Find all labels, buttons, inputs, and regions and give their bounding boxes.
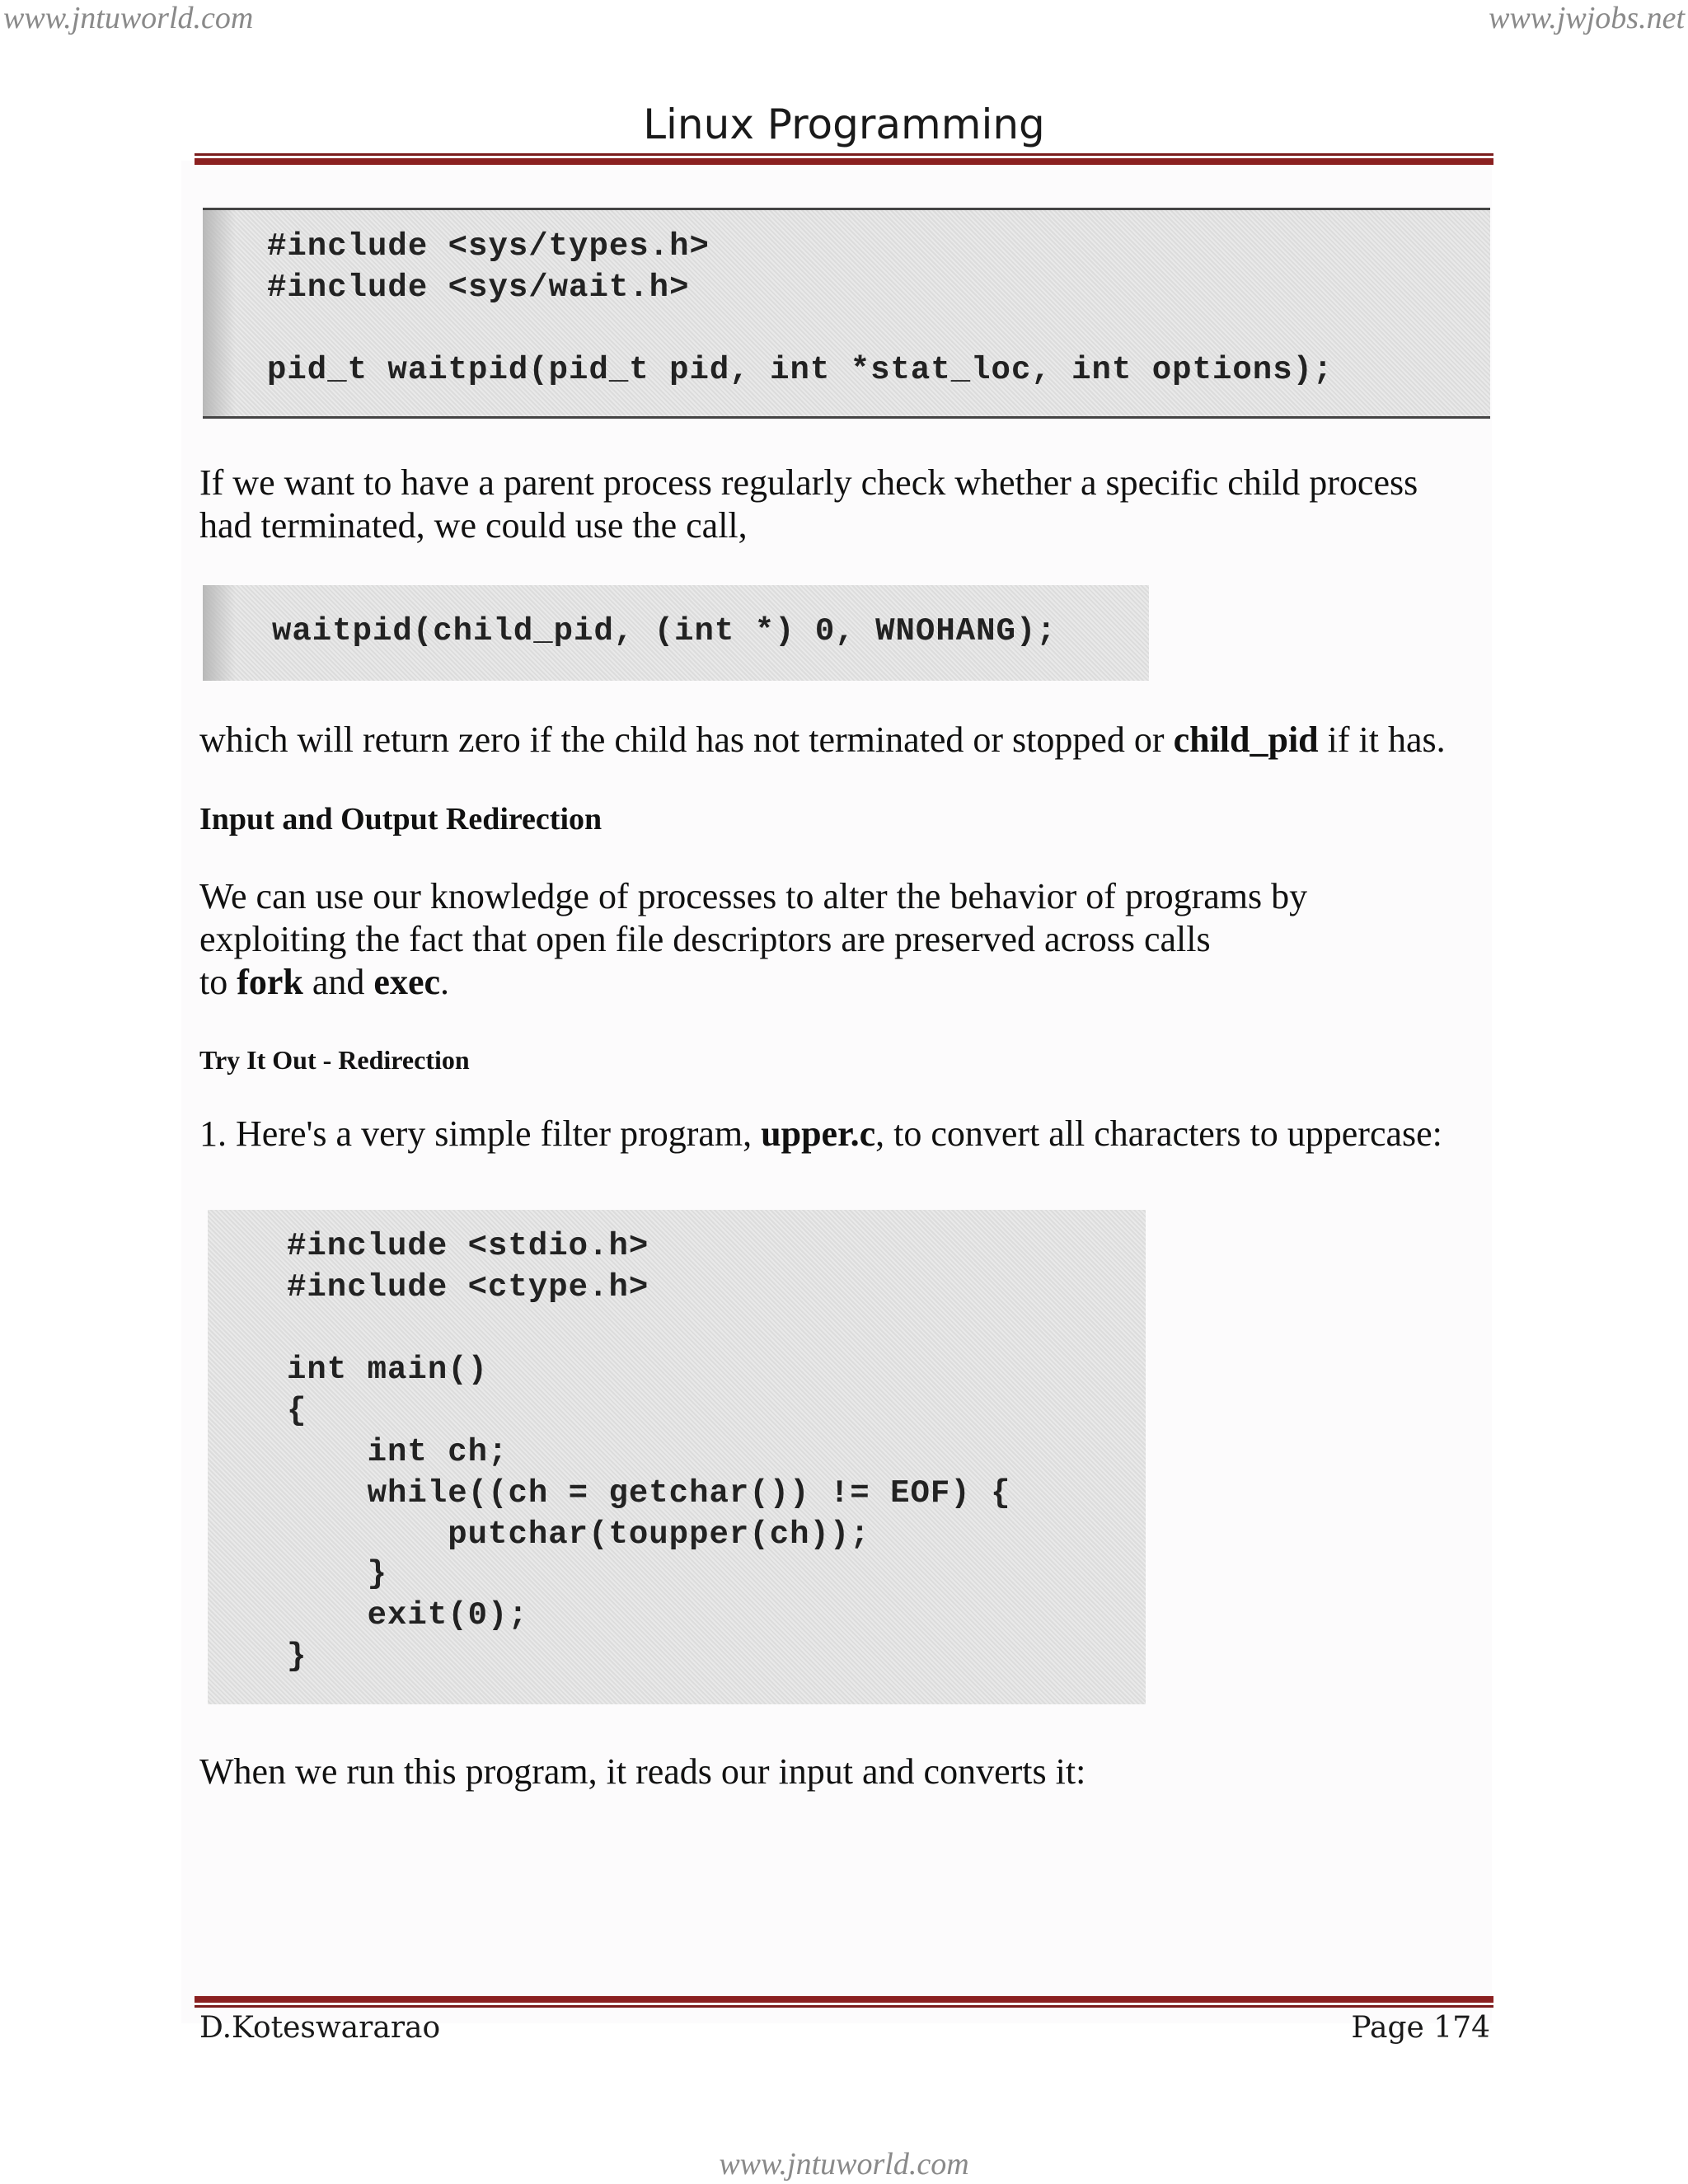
text-line: had terminated, we could use the call, bbox=[199, 505, 748, 546]
section-heading: Input and Output Redirection bbox=[199, 802, 603, 837]
paragraph-run-program: When we run this program, it reads our input and converts it: bbox=[199, 1751, 1086, 1792]
code-line: #include <stdio.h> bbox=[287, 1228, 649, 1264]
code-line: int main() bbox=[287, 1352, 489, 1388]
paragraph-return-zero bbox=[199, 719, 1502, 762]
paragraph-parent-check bbox=[199, 462, 1502, 547]
code-line: while((ch = getchar()) != EOF) { bbox=[287, 1475, 1011, 1511]
code-line: exit(0); bbox=[287, 1597, 528, 1633]
code-line: waitpid(child_pid, (int *) 0, WNOHANG); bbox=[272, 613, 1057, 649]
code-line: #include <ctype.h> bbox=[287, 1269, 649, 1305]
code-scan-shadow bbox=[203, 585, 236, 681]
page-background bbox=[181, 161, 1492, 2023]
text-run-bold: exec bbox=[373, 962, 441, 1002]
text-run: which will return zero if the child has not terminated or stopped or bbox=[199, 719, 1174, 760]
watermark-bottom-center: www.jntuworld.com bbox=[719, 2147, 969, 2182]
watermark-top-left: www.jntuworld.com bbox=[3, 1, 254, 35]
text-line: exploiting the fact that open file descriptors are preserved across calls bbox=[199, 919, 1211, 959]
code-block-upper-c bbox=[208, 1210, 1146, 1704]
code-scan-shadow bbox=[203, 210, 236, 416]
code-line: putchar(toupper(ch)); bbox=[287, 1516, 870, 1553]
text-line: If we want to have a parent process regularly check whether a specific child process bbox=[199, 462, 1418, 503]
text-run: if it has. bbox=[1318, 719, 1446, 760]
text-run: and bbox=[302, 962, 374, 1002]
paragraph-filter-program bbox=[199, 1113, 1502, 1155]
paragraph-redirection-intro bbox=[199, 875, 1502, 1004]
text-run-bold: child_pid bbox=[1173, 719, 1319, 760]
text-run: , to convert all characters to uppercase: bbox=[875, 1113, 1442, 1154]
code-block-waitpid-prototype bbox=[203, 208, 1490, 419]
code-line: #include <sys/wait.h> bbox=[267, 269, 690, 306]
code-line: } bbox=[287, 1556, 388, 1592]
code-line: int ch; bbox=[287, 1434, 509, 1470]
code-line: { bbox=[287, 1393, 307, 1429]
text-run-bold: fork bbox=[237, 962, 303, 1002]
code-line: pid_t waitpid(pid_t pid, int *stat_loc, int options); bbox=[267, 352, 1334, 388]
subsection-heading: Try It Out - Redirection bbox=[199, 1045, 470, 1075]
header-rule bbox=[195, 153, 1493, 165]
code-block-waitpid-call bbox=[203, 585, 1149, 681]
footer-page-number: Page 174 bbox=[1351, 2011, 1490, 2045]
code-line: #include <sys/types.h> bbox=[267, 228, 710, 265]
text-run: . bbox=[440, 962, 450, 1002]
footer-rule bbox=[195, 1996, 1493, 2008]
footer-author: D.Koteswararao bbox=[199, 2011, 441, 2045]
watermark-top-right: www.jwjobs.net bbox=[1489, 1, 1685, 35]
text-run-bold: upper.c bbox=[761, 1113, 876, 1154]
page-header-title: Linux Programming bbox=[643, 101, 1045, 148]
code-line: } bbox=[287, 1638, 307, 1675]
text-line bbox=[199, 961, 1502, 1004]
text-line: We can use our knowledge of processes to alter the behavior of programs by bbox=[199, 876, 1308, 916]
text-run: 1. Here's a very simple filter program, bbox=[199, 1113, 762, 1154]
text-run: to bbox=[199, 962, 237, 1002]
